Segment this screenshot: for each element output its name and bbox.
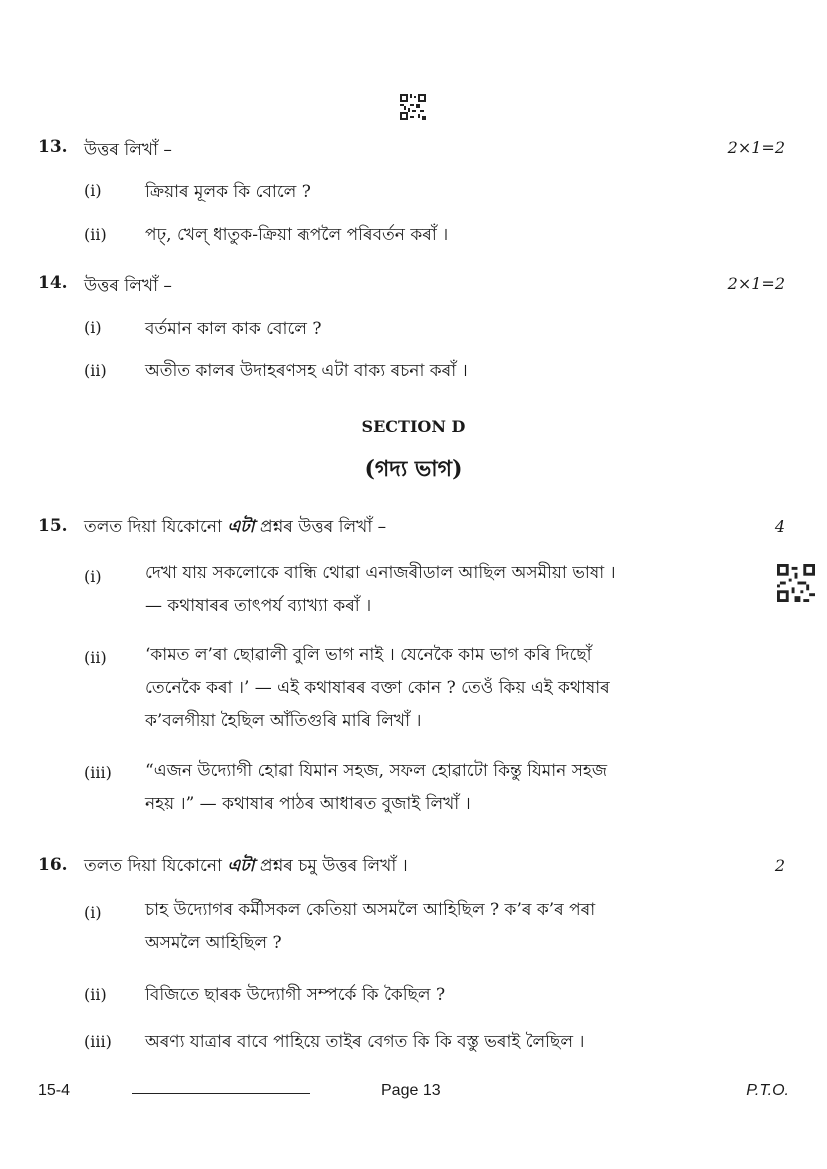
part-line: চাহ উদ্যোগৰ কৰ্মীসকল কেতিয়া অসমলৈ আহিছিল ? ক’ৰ ক’ৰ পৰা	[145, 900, 596, 920]
prompt-post: প্ৰশ্নৰ চমু উত্তৰ লিখাঁ ।	[259, 856, 408, 876]
question-number: 15.	[38, 516, 68, 536]
question-number: 16.	[38, 855, 68, 875]
prompt-pre: তলত দিয়া যিকোনো	[84, 517, 222, 537]
page-number: Page 13	[381, 1082, 441, 1099]
part-line: ক’বলগীয়া হৈছিল আঁতিগুৰি মাৰি লিখাঁ ।	[145, 711, 422, 731]
part-line: দেখা যায় সকলোকে বান্ধি থোৱা এনাজৰীডাল আছিল অসমীয়া ভাষা ।	[145, 563, 616, 583]
part-text	[145, 639, 745, 738]
part-label: (i)	[84, 181, 102, 200]
part-text: অতীত কালৰ উদাহৰণসহ এটা বাক্য ৰচনা কৰাঁ ।	[145, 361, 468, 381]
part-text	[145, 557, 745, 623]
part-label: (ii)	[84, 361, 107, 380]
paper-code: 15-4	[38, 1082, 71, 1099]
part-label: (i)	[84, 567, 102, 586]
part-line: তেনেকৈ কৰা ।’ — এই কথাষাৰৰ বক্তা কোন ? তেওঁ কিয় এই কথাষাৰ	[145, 678, 610, 698]
question-prompt: উত্তৰ লিখাঁ –	[84, 276, 172, 296]
question-marks: 4	[774, 517, 785, 536]
part-label: (ii)	[84, 648, 107, 667]
part-label: (ii)	[84, 225, 107, 244]
part-label: (ii)	[84, 985, 107, 1004]
part-label: (iii)	[84, 763, 112, 782]
prompt-pre: তলত দিয়া যিকোনো	[84, 856, 222, 876]
qr-code-side	[777, 564, 815, 606]
question-prompt	[84, 514, 386, 542]
part-text: ক্ৰিয়াৰ মূলক কি বোলে ?	[145, 182, 311, 202]
part-text: পঢ্, খেল্ ধাতুক-ক্ৰিয়া ৰূপলৈ পৰিবৰ্তন কৰাঁ ।	[145, 225, 449, 245]
question-marks: 2×1=2	[727, 138, 785, 157]
part-label: (iii)	[84, 1032, 112, 1051]
section-heading: SECTION D	[361, 417, 466, 436]
prompt-emphasis: এটা	[227, 517, 255, 537]
qr-code-top	[400, 94, 426, 124]
prompt-post: প্ৰশ্নৰ উত্তৰ লিখাঁ –	[259, 517, 387, 537]
footer-rule	[132, 1093, 310, 1094]
question-marks: 2	[774, 856, 785, 875]
part-text: বৰ্তমান কাল কাক বোলে ?	[145, 319, 322, 339]
question-prompt	[84, 853, 408, 881]
part-line: ‘কামত ল’ৰা ছোৱালী বুলি ভাগ নাই । যেনেকৈ কাম ভাগ কৰি দিছোঁ	[145, 645, 592, 665]
part-line: “এজন উদ্যোগী হোৱা যিমান সহজ, সফল হোৱাটো কিন্তু যিমান সহজ	[145, 761, 608, 781]
part-text: বিজিতে ছাৰক উদ্যোগী সম্পৰ্কে কি কৈছিল ?	[145, 985, 446, 1005]
section-subheading: (গদ্য ভাগ)	[364, 456, 463, 482]
question-number: 13.	[38, 137, 68, 157]
part-line: নহয় ।” — কথাষাৰ পাঠৰ আধাৰত বুজাই লিখাঁ ।	[145, 794, 471, 814]
part-label: (i)	[84, 318, 102, 337]
part-text	[145, 894, 745, 960]
part-text	[145, 755, 745, 821]
pto-label: P.T.O.	[746, 1082, 789, 1099]
part-text: অৰণ্য যাত্ৰাৰ বাবে পাহিয়ে তাইৰ বেগত কি কি বস্তু ভৰাই লৈছিল ।	[145, 1032, 585, 1052]
question-prompt: উত্তৰ লিখাঁ –	[84, 140, 172, 160]
question-marks: 2×1=2	[727, 274, 785, 293]
part-line: অসমলৈ আহিছিল ?	[145, 933, 282, 953]
question-number: 14.	[38, 273, 68, 293]
part-line: — কথাষাৰৰ তাৎপৰ্য ব্যাখ্যা কৰাঁ ।	[145, 596, 372, 616]
prompt-emphasis: এটা	[227, 856, 255, 876]
part-label: (i)	[84, 903, 102, 922]
